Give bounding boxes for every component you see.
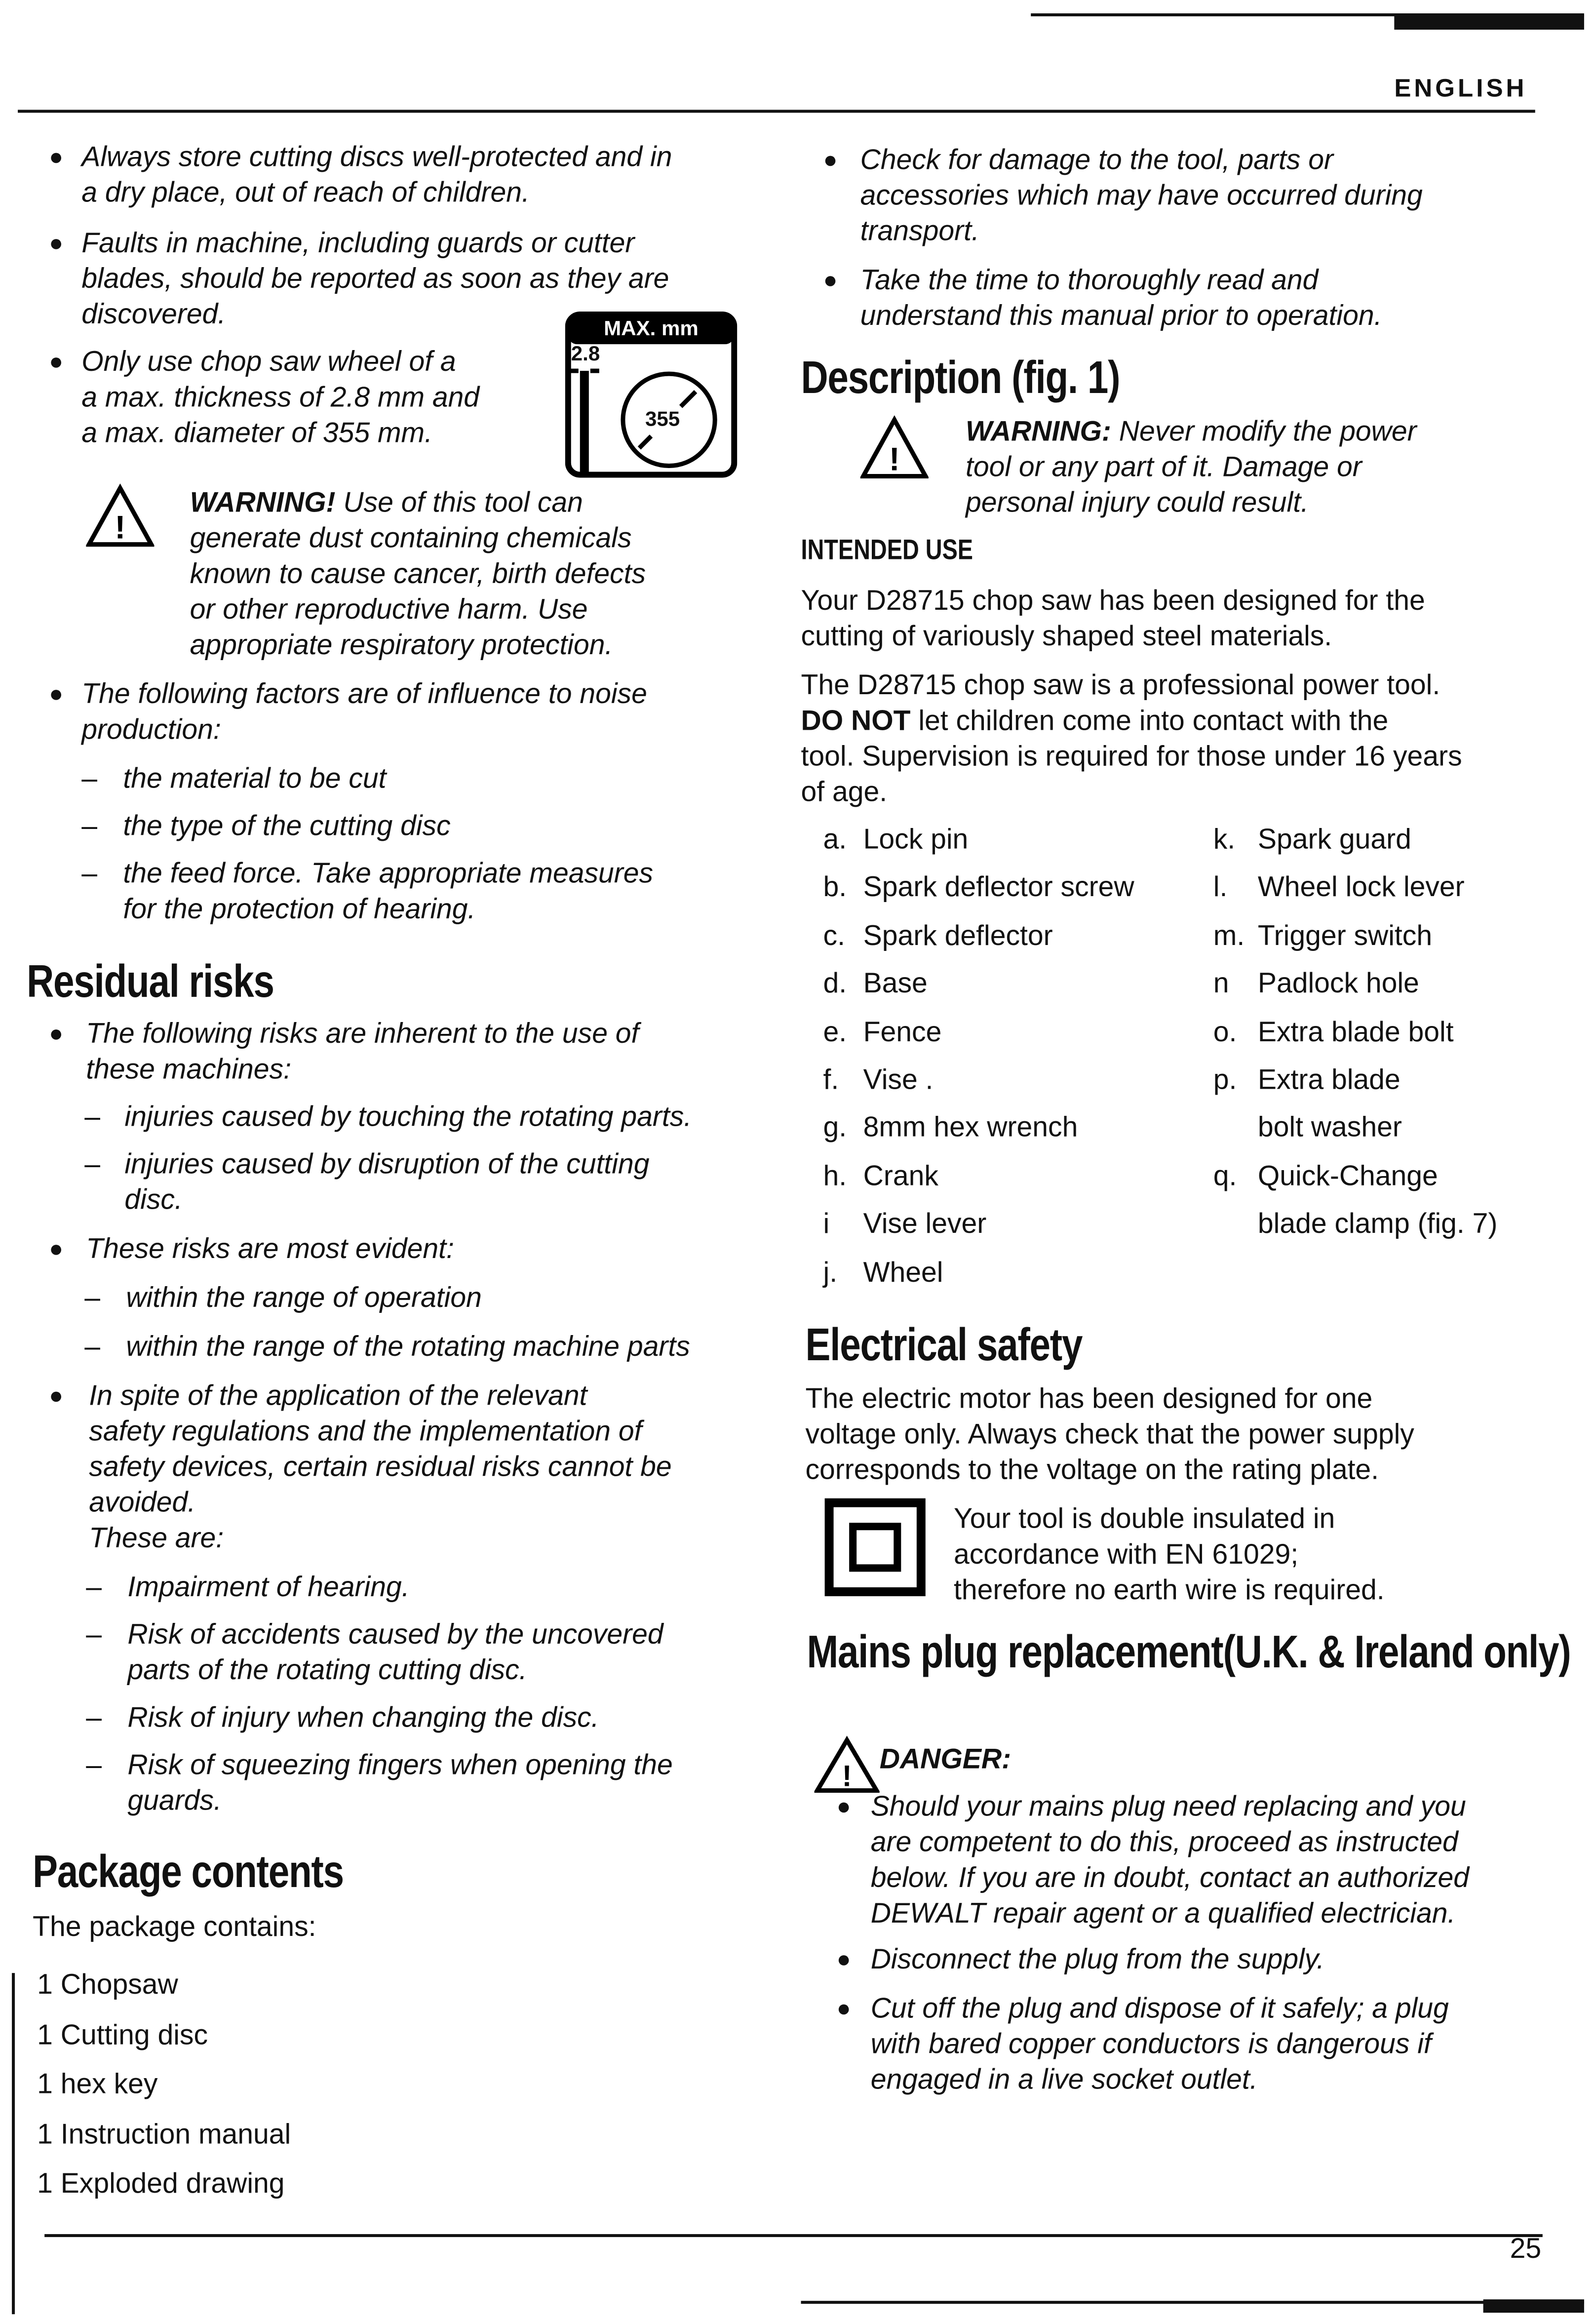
dash-icon: – <box>86 1703 102 1734</box>
footer-rule <box>44 2234 1543 2237</box>
sub-item <box>126 1282 481 1317</box>
sub-item <box>126 1331 690 1366</box>
text-line: Your tool is double insulated in <box>953 1504 1335 1536</box>
warning-text: WARNING! Use of this tool can generate dust containing chemicals known to cause cancer, birth defects or other reproductive harm. Use appropriate respiratory protection. <box>190 488 646 662</box>
danger-label: DANGER: <box>879 1744 1012 1776</box>
dash-icon: – <box>84 1102 101 1134</box>
text-line: Only use chop saw wheel of a <box>81 347 456 379</box>
text-line: g. <box>823 1113 847 1144</box>
max-icon-title: MAX. mm <box>604 315 699 340</box>
language-label: ENGLISH <box>1394 74 1527 103</box>
text-line: e. <box>823 1017 847 1048</box>
bullet: ● <box>49 231 64 257</box>
text-line: These risks are most evident: <box>86 1234 454 1265</box>
text-line: parts of the rotating cutting disc. <box>127 1655 527 1687</box>
bullet: ● <box>49 682 64 708</box>
sub-item <box>127 1618 663 1690</box>
dash-icon: – <box>81 764 98 795</box>
list-item <box>86 1233 454 1268</box>
max-thickness: 2.8 <box>571 341 600 365</box>
text-line: h. <box>823 1161 847 1192</box>
sub-item <box>127 1571 409 1607</box>
bullet-icon: ● <box>49 1237 64 1262</box>
bottom-bar <box>1483 2299 1584 2313</box>
text-line: f. <box>823 1065 839 1097</box>
text-line: accordance with EN 61029; <box>953 1539 1299 1571</box>
text-line: safety regulations and the implementation of <box>89 1417 642 1448</box>
text-line: a. <box>823 825 847 856</box>
text-line: within the range of the rotating machine parts <box>126 1332 690 1364</box>
text-line: Take the time to thoroughly read and <box>860 265 1319 297</box>
list-item <box>81 678 647 749</box>
text-line: Spark deflector <box>863 921 1053 952</box>
text-line: p. <box>1213 1065 1237 1097</box>
text-line: 1 Exploded drawing <box>37 2168 285 2200</box>
text-line: Vise lever <box>863 1209 987 1241</box>
text-line: with bared copper conductors is dangerous if <box>870 2029 1432 2061</box>
text-line: avoided. <box>89 1488 196 1519</box>
dash-icon: – <box>81 859 98 890</box>
text-line <box>1213 1111 1245 1159</box>
text-line: cutting of variously shaped steel materials. <box>801 621 1332 653</box>
text-line: These are: <box>89 1523 224 1555</box>
text-line: Base <box>863 969 928 1000</box>
text-line: engaged in a live socket outlet. <box>870 2065 1258 2096</box>
warning-label: WARNING! <box>190 488 336 519</box>
dash-icon: – <box>86 1620 102 1652</box>
text-line: Cut off the plug and dispose of it safely; a plug <box>870 1994 1449 2025</box>
text-line: Extra blade <box>1257 1065 1401 1097</box>
text-line: j. <box>823 1257 838 1289</box>
description-heading: Description (fig. 1) <box>801 352 1120 404</box>
parts-letters-right <box>1213 824 1245 1256</box>
text-line: 1 Instruction manual <box>37 2119 291 2151</box>
max-diameter: 355 <box>645 406 680 431</box>
warning-icon <box>860 415 929 488</box>
sub-item <box>127 1749 672 1820</box>
text-line: Risk of accidents caused by the uncovered <box>127 1620 663 1652</box>
intended-use-heading: INTENDED USE <box>801 535 973 567</box>
text-line: d. <box>823 969 847 1000</box>
text-line: injuries caused by disruption of the cutting <box>124 1149 650 1181</box>
text-line: the feed force. Take appropriate measures <box>123 859 654 890</box>
text-line: b. <box>823 872 847 904</box>
text-line: these machines: <box>86 1055 291 1086</box>
text-line: Quick-Change <box>1257 1161 1438 1192</box>
list-item <box>81 346 479 452</box>
dash-icon: – <box>86 1572 102 1604</box>
text-line: injuries caused by touching the rotating parts. <box>124 1102 692 1134</box>
text-line: Should your mains plug need replacing and you <box>870 1792 1466 1823</box>
dash-icon: – <box>81 811 98 843</box>
text-line: a max. thickness of 2.8 mm and <box>81 383 480 414</box>
text-line: a dry place, out of reach of children. <box>81 178 530 209</box>
svg-text:!: ! <box>842 1759 852 1793</box>
dash-icon: – <box>84 1332 101 1364</box>
text-line: 1 Cutting disc <box>37 2019 208 2051</box>
text-line: Wheel <box>863 1257 943 1289</box>
text-line: Crank <box>863 1161 938 1192</box>
mains-plug-heading <box>807 1626 1571 1678</box>
parts-list-right <box>1258 824 1497 1256</box>
list-item <box>860 264 1382 335</box>
text-line: l. <box>1213 872 1228 904</box>
text-line: Fence <box>863 1017 942 1048</box>
header-rule <box>18 110 1535 113</box>
svg-text:!: ! <box>115 509 126 546</box>
bullet: ● <box>49 145 64 171</box>
bullet-icon: ● <box>836 1997 851 2022</box>
list-item <box>871 1992 1449 2099</box>
paragraph: The D28715 chop saw is a professional power tool. DO NOT let children come into contact with the tool. Supervision is required for those under 16 years of age. <box>801 670 1462 809</box>
package-contents-heading: Package contents <box>33 1845 344 1897</box>
text-line: 8mm hex wrench <box>863 1113 1078 1144</box>
bullet-icon: ● <box>49 1384 64 1410</box>
text-line: 1 Chopsaw <box>37 1970 178 2002</box>
text-line: understand this manual prior to operation. <box>860 301 1382 333</box>
text-line: Risk of injury when changing the disc. <box>127 1703 599 1734</box>
parts-letters-left <box>823 824 847 1304</box>
text-line: c. <box>823 921 845 952</box>
text-line: n <box>1213 969 1229 1000</box>
text-line: a max. diameter of 355 mm. <box>81 418 432 450</box>
list-item <box>860 144 1423 250</box>
text-line: guards. <box>127 1786 222 1817</box>
text-line <box>1213 1208 1245 1256</box>
text-line: within the range of operation <box>126 1283 482 1315</box>
text-line: i <box>823 1209 830 1241</box>
warning-icon <box>86 483 154 556</box>
residual-risks-heading: Residual risks <box>27 955 274 1008</box>
bullet-icon: ● <box>49 1022 64 1048</box>
text-line: Wheel lock lever <box>1257 872 1465 904</box>
text-line: 1 hex key <box>37 2069 158 2101</box>
text-line: Extra blade bolt <box>1257 1017 1454 1048</box>
max-disc-size-icon <box>565 312 738 478</box>
text-line: corresponds to the voltage on the rating plate. <box>805 1455 1379 1487</box>
list-item <box>871 1943 1324 1979</box>
text-line: accessories which may have occurred during <box>860 181 1423 212</box>
text-line: Spark deflector screw <box>863 872 1134 904</box>
list-item <box>81 141 672 212</box>
text-line: production: <box>81 715 221 747</box>
package-intro: The package contains: <box>33 1912 316 1944</box>
text-line: DEWALT repair agent or a qualified electrician. <box>870 1898 1456 1930</box>
text-line: for the protection of hearing. <box>123 894 476 926</box>
dash-icon: – <box>86 1750 102 1782</box>
sub-item <box>127 1701 599 1737</box>
sub-item <box>123 858 653 929</box>
list-item <box>86 1018 639 1089</box>
text-line: Faults in machine, including guards or cutter <box>81 228 635 260</box>
text-line: Vise . <box>863 1065 934 1097</box>
do-not-emphasis: DO NOT <box>801 706 911 738</box>
text-line: o. <box>1213 1017 1237 1048</box>
list-item <box>871 1791 1469 1933</box>
text-line: blades, should be reported as soon as they are <box>81 264 669 295</box>
text-line: k. <box>1213 825 1236 856</box>
text-line: Always store cutting discs well-protected and in <box>81 142 672 174</box>
text-line: In spite of the application of the relevant <box>89 1381 587 1413</box>
text-line: Disconnect the plug from the supply. <box>870 1945 1324 1976</box>
bullet: ● <box>49 350 64 376</box>
package-list <box>37 1961 291 2209</box>
paragraph <box>954 1503 1385 1610</box>
svg-text:!: ! <box>889 441 900 478</box>
bullet-icon: ● <box>836 1795 851 1820</box>
dash-icon: – <box>84 1283 101 1315</box>
warning-text: WARNING: Never modify the power tool or any part of it. Damage or personal injury could result. <box>965 417 1417 519</box>
text-line: safety devices, certain residual risks cannot be <box>89 1452 672 1484</box>
dash-icon: – <box>84 1149 101 1181</box>
text-line: the material to be cut <box>123 764 387 795</box>
text-line: Mains plug replacement <box>807 1626 1223 1678</box>
text-line: Spark guard <box>1257 825 1411 856</box>
text-line: Lock pin <box>863 825 969 856</box>
text-line: Your D28715 chop saw has been designed for the <box>801 586 1425 617</box>
text-line: discovered. <box>81 299 226 331</box>
text-line: Check for damage to the tool, parts or <box>860 145 1333 177</box>
bullet-icon: ● <box>823 148 838 174</box>
text-line: bolt washer <box>1257 1113 1402 1144</box>
text-line: m. <box>1213 921 1245 952</box>
bullet-icon: ● <box>823 268 838 294</box>
text-line: the type of the cutting disc <box>123 811 451 843</box>
paragraph <box>805 1382 1414 1489</box>
text-line: q. <box>1213 1161 1237 1192</box>
list-item <box>89 1379 671 1558</box>
warning-label: WARNING: <box>965 417 1111 448</box>
parts-list-left <box>863 824 1134 1304</box>
paragraph <box>801 585 1425 656</box>
text-line: Padlock hole <box>1257 969 1419 1000</box>
text-line: (U.K. & Ireland only) <box>1223 1626 1571 1678</box>
text-line: The electric motor has been designed for one <box>805 1384 1373 1416</box>
text-line: transport. <box>860 216 979 248</box>
sub-item <box>124 1148 649 1220</box>
text-line: disc. <box>124 1185 183 1217</box>
text-line: Impairment of hearing. <box>127 1572 410 1604</box>
text-line: blade clamp (fig. 7) <box>1257 1209 1498 1241</box>
double-insulation-icon <box>825 1498 926 1604</box>
text-line: Trigger switch <box>1257 921 1433 952</box>
text-line: are competent to do this, proceed as instructed <box>870 1827 1458 1859</box>
page-number: 25 <box>1510 2234 1542 2266</box>
text-line: Risk of squeezing fingers when opening the <box>127 1750 673 1782</box>
text-line: therefore no earth wire is required. <box>953 1575 1385 1607</box>
sub-item <box>123 762 386 798</box>
sub-item <box>124 1101 692 1136</box>
bullet-icon: ● <box>836 1948 851 1973</box>
bottom-rule <box>801 2301 1584 2304</box>
electrical-safety-heading: Electrical safety <box>805 1319 1083 1371</box>
text-line: voltage only. Always check that the power supply <box>805 1419 1414 1451</box>
sub-item <box>123 810 450 846</box>
margin-rule <box>12 1973 15 2314</box>
text-line: The following factors are of influence to noise <box>81 679 647 711</box>
text-line: below. If you are in doubt, contact an authorized <box>870 1863 1470 1894</box>
text-line: The following risks are inherent to the use of <box>86 1019 639 1051</box>
top-bar <box>1394 15 1584 30</box>
